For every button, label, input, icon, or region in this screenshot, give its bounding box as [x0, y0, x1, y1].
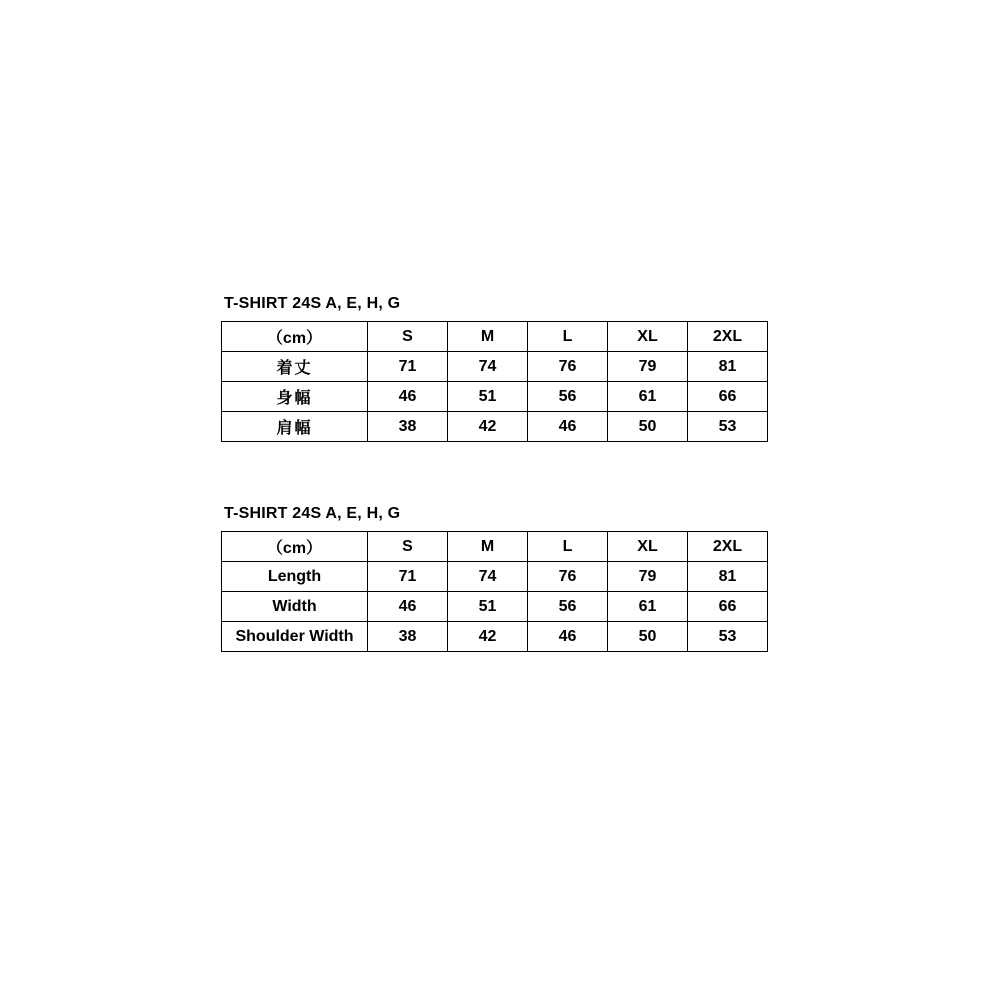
cell-shoulder-m: 42 [448, 622, 528, 652]
cell-width-m: 51 [448, 382, 528, 412]
cell-length-xl: 79 [608, 352, 688, 382]
table-row [222, 412, 768, 442]
cell-width-l: 56 [528, 382, 608, 412]
cell-shoulder-2xl: 53 [688, 412, 768, 442]
table-row [222, 622, 768, 652]
cell-width-xl: 61 [608, 592, 688, 622]
row-label-length-en: Length [222, 562, 368, 592]
cell-length-2xl: 81 [688, 562, 768, 592]
row-label-shoulder-en: Shoulder Width [222, 622, 368, 652]
cell-length-l: 76 [528, 352, 608, 382]
cell-width-xl: 61 [608, 382, 688, 412]
size-header-2xl: 2XL [688, 532, 768, 562]
block-title-japanese: T-SHIRT 24S A, E, H, G [224, 295, 401, 312]
size-header-m: M [448, 322, 528, 352]
size-header-2xl: 2XL [688, 322, 768, 352]
cell-length-m: 74 [448, 562, 528, 592]
cell-shoulder-l: 46 [528, 622, 608, 652]
cell-shoulder-l: 46 [528, 412, 608, 442]
size-chart-block-english [221, 505, 768, 652]
size-header-s: S [368, 322, 448, 352]
cell-shoulder-m: 42 [448, 412, 528, 442]
row-label-width-en: Width [222, 592, 368, 622]
size-chart-block-japanese [221, 295, 768, 442]
size-header-m: M [448, 532, 528, 562]
cell-width-2xl: 66 [688, 592, 768, 622]
cell-length-s: 71 [368, 352, 448, 382]
row-label-length-jp: 着丈 [222, 352, 368, 382]
cell-width-s: 46 [368, 592, 448, 622]
row-label-width-jp: 身幅 [222, 382, 368, 412]
size-header-l: L [528, 322, 608, 352]
size-header-s: S [368, 532, 448, 562]
unit-header: （cm） [222, 322, 368, 352]
table-row [222, 562, 768, 592]
cell-shoulder-xl: 50 [608, 412, 688, 442]
cell-length-2xl: 81 [688, 352, 768, 382]
cell-shoulder-s: 38 [368, 622, 448, 652]
table-header-row [222, 532, 768, 562]
cell-length-m: 74 [448, 352, 528, 382]
cell-width-m: 51 [448, 592, 528, 622]
table-header-row [222, 322, 768, 352]
size-table-japanese [221, 321, 768, 442]
cell-width-s: 46 [368, 382, 448, 412]
cell-shoulder-s: 38 [368, 412, 448, 442]
cell-length-l: 76 [528, 562, 608, 592]
table-row [222, 592, 768, 622]
cell-width-l: 56 [528, 592, 608, 622]
block-title-english: T-SHIRT 24S A, E, H, G [224, 505, 401, 522]
table-row [222, 352, 768, 382]
cell-shoulder-2xl: 53 [688, 622, 768, 652]
size-header-xl: XL [608, 322, 688, 352]
unit-header: （cm） [222, 532, 368, 562]
cell-length-s: 71 [368, 562, 448, 592]
cell-shoulder-xl: 50 [608, 622, 688, 652]
size-table-english [221, 531, 768, 652]
size-header-l: L [528, 532, 608, 562]
table-row [222, 382, 768, 412]
row-label-shoulder-jp: 肩幅 [222, 412, 368, 442]
size-header-xl: XL [608, 532, 688, 562]
cell-length-xl: 79 [608, 562, 688, 592]
cell-width-2xl: 66 [688, 382, 768, 412]
